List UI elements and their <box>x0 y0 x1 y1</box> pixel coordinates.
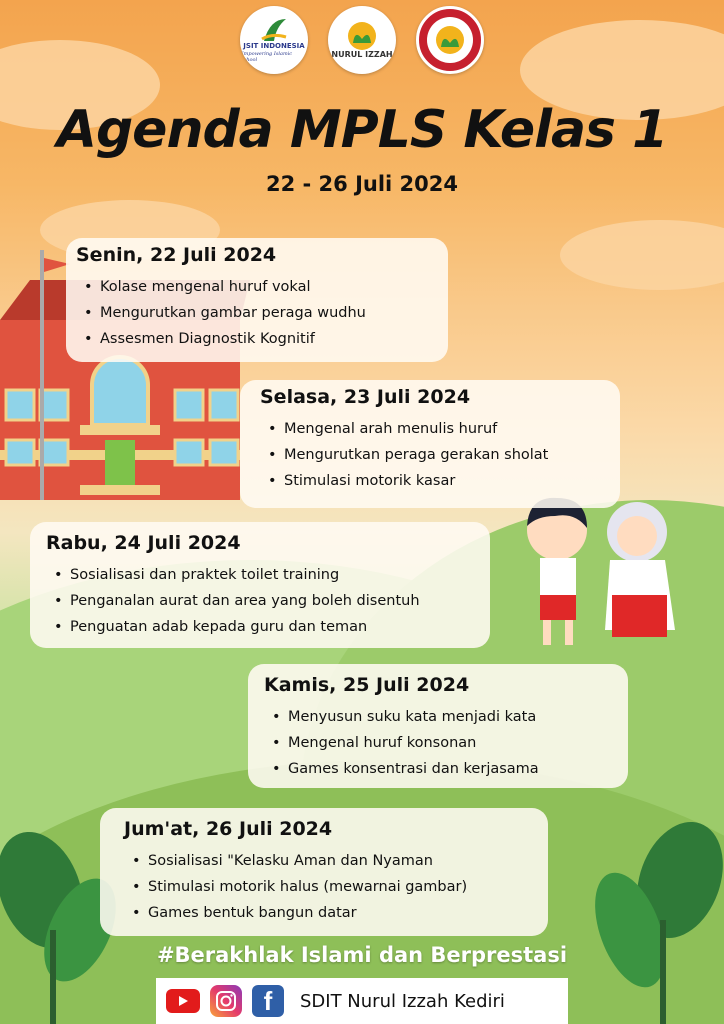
social-footer <box>156 978 568 1024</box>
agenda-item: • Mengurutkan gambar peraga wudhu <box>100 300 448 326</box>
logo-row <box>0 6 724 74</box>
agenda-item: • Sosialisasi dan praktek toilet training <box>70 562 490 588</box>
agenda-item: • Assesmen Diagnostik Kognitif <box>100 326 448 352</box>
agenda-item: • Penganalan aurat dan area yang boleh disentuh <box>70 588 490 614</box>
agenda-item: • Stimulasi motorik kasar <box>284 468 620 494</box>
agenda-item: • Kolase mengenal huruf vokal <box>100 274 448 300</box>
page-title: Agenda MPLS Kelas 1 <box>56 100 668 160</box>
agenda-item: • Stimulasi motorik halus (mewarnai gambar) <box>148 874 548 900</box>
agenda-item: • Mengurutkan peraga gerakan sholat <box>284 442 620 468</box>
date-range: 22 - 26 Juli 2024 <box>265 172 458 196</box>
instagram-icon[interactable] <box>210 985 242 1017</box>
agenda-item: • Games konsentrasi dan kerjasama <box>288 756 628 782</box>
agenda-item: • Mengenal huruf konsonan <box>288 730 628 756</box>
agenda-item: • Penguatan adab kepada guru dan teman <box>70 614 490 640</box>
agenda-item: • Games bentuk bangun datar <box>148 900 548 926</box>
youtube-icon[interactable] <box>166 989 200 1013</box>
day-heading: Selasa, 23 Juli 2024 <box>260 386 471 408</box>
kids-illustration <box>515 490 695 660</box>
day-heading: Kamis, 25 Juli 2024 <box>264 674 470 696</box>
agenda-item: • Menyusun suku kata menjadi kata <box>288 704 628 730</box>
jsit-logo-text: JSIT INDONESIA <box>243 42 305 50</box>
day-card-senin <box>66 238 448 362</box>
day-card-jumat <box>100 808 548 936</box>
sdit-kediri-seal <box>416 6 484 74</box>
plant-right-illustration <box>560 820 724 1024</box>
nurul-izzah-logo <box>328 6 396 74</box>
agenda-item: • Mengenal arah menulis huruf <box>284 416 620 442</box>
day-card-selasa <box>240 380 620 508</box>
hashtag-slogan: #Berakhlak Islami dan Berprestasi <box>156 943 568 967</box>
jsit-indonesia-logo <box>240 6 308 74</box>
social-handle: SDIT Nurul Izzah Kediri <box>300 990 505 1012</box>
day-heading: Jum'at, 26 Juli 2024 <box>124 818 333 840</box>
agenda-item: • Sosialisasi "Kelasku Aman dan Nyaman <box>148 848 548 874</box>
nurul-izzah-logo-text: NURUL IZZAH <box>331 50 393 59</box>
day-heading: Rabu, 24 Juli 2024 <box>46 532 241 554</box>
jsit-logo-tagline: Empowering Islamic School <box>240 51 293 63</box>
facebook-icon[interactable]: f <box>252 985 284 1017</box>
day-heading: Senin, 22 Juli 2024 <box>76 244 277 266</box>
day-card-rabu <box>30 522 490 648</box>
day-card-kamis <box>248 664 628 788</box>
